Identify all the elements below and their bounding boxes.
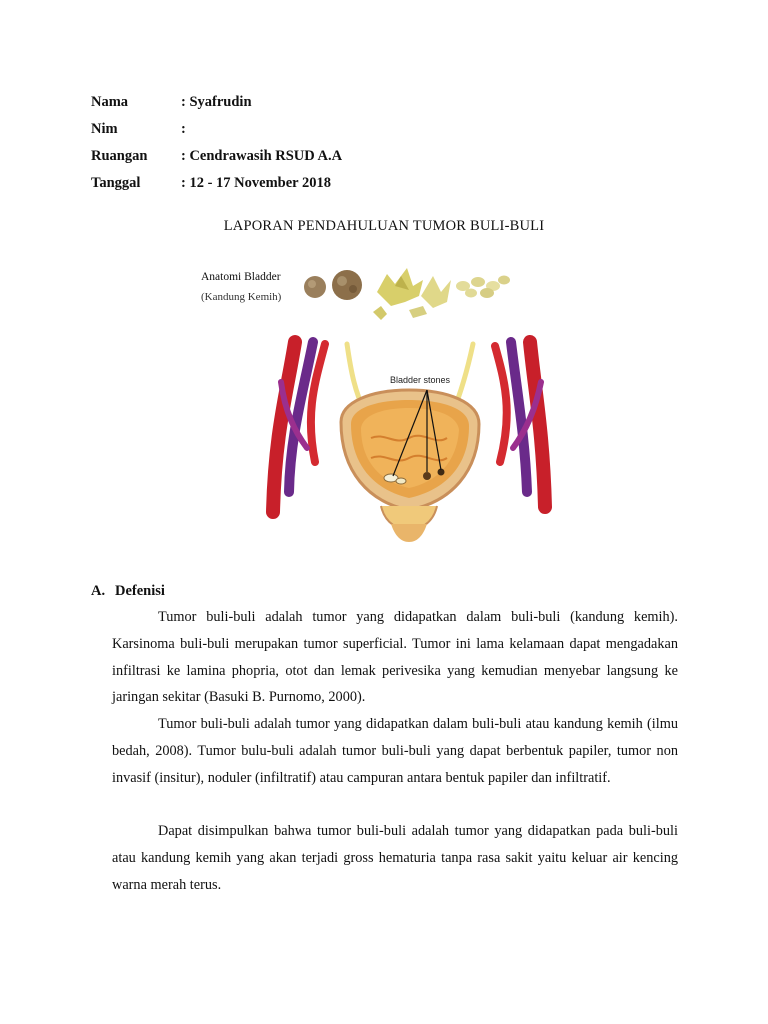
info-value: : 12 - 17 November 2018 [181,175,331,191]
info-row-nama [91,92,342,119]
paragraph-3 [112,818,678,898]
info-label: Ruangan [91,148,148,164]
section-letter: A. [91,583,106,599]
info-label: Nama [91,94,129,110]
bladder-anatomy-figure [195,262,575,552]
paragraph-1 [112,604,678,711]
info-label: Nim [91,121,118,137]
info-value: : Syafrudin [181,94,252,110]
section-heading-text: Defenisi [115,583,165,599]
paragraph-2 [112,711,678,791]
paragraph-text: Dapat disimpulkan bahwa tumor buli-buli adalah tumor yang didapatkan pada buli-buli atau kandung kemih yang akan terjadi gross hematuria tanpa rasa sakit yaitu keluar air kencing warna merah terus. [112,823,678,893]
info-value: : [181,121,186,137]
section-heading [91,583,165,600]
bladder-illustration [195,262,575,552]
document-title: LAPORAN PENDAHULUAN TUMOR BULI-BULI [223,218,545,234]
header-info [91,92,342,200]
bladder-stones-label: Bladder stones [390,375,451,385]
info-row-ruangan [91,146,342,173]
bladder [341,390,479,542]
figure-subtitle: (Kandung Kemih) [201,291,282,303]
info-row-nim [91,119,342,146]
stones-row [304,268,510,320]
info-value: : Cendrawasih RSUD A.A [181,148,343,164]
paragraph-text: Tumor buli-buli adalah tumor yang didapatkan dalam buli-buli (kandung kemih). Karsinoma buli-buli merupakan tumor superficial. Tumor ini lama kelamaan dapat mengadakan infiltrasi ke lamina phopria, otot dan lemak perivesika yang kemudian menyebar langsung ke jaringan sekitar (Basuki B. Purnomo, 2000). [112,609,678,706]
paragraph-text: Tumor buli-buli adalah tumor yang didapatkan dalam buli-buli atau kandung kemih (ilmu bedah, 2008). Tumor bulu-buli adalah tumor buli-buli yang dapat berbentuk papiler, tumor non invasif (insitur), noduler (infiltratif) atau campuran antara bentuk papiler dan infiltratif. [112,716,678,786]
figure-title: Anatomi Bladder [201,271,281,283]
info-label: Tanggal [91,175,141,191]
info-row-tanggal [91,173,342,200]
